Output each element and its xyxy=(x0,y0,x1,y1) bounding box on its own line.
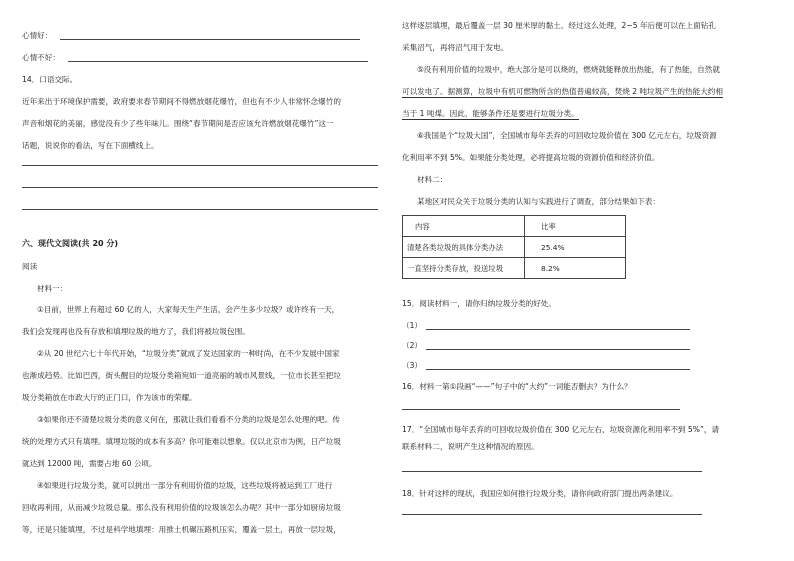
paragraph-line: 等，还是只能填埋，不过是科学地填埋：用推土机碾压路机压实，覆盖一层土，再放一层垃圾， xyxy=(22,525,341,534)
paragraph-line: 统的处理方式只有填埋。填埋垃圾的成本有多高？你可能难以想象。仅以北京市为例，日产垃圾 xyxy=(22,437,341,446)
q14-answer-line[interactable] xyxy=(22,187,378,188)
paragraph-line: ④如果进行垃圾分类，就可以挑出一部分有利用价值的垃圾，这些垃圾将被运到工厂进行 xyxy=(37,481,333,490)
right-column xyxy=(402,0,772,561)
read-label: 阅读 xyxy=(22,262,38,271)
paragraph-line: 化利用率不到 5%。如果能分类处理，必将提高垃圾的资源价值和经济价值。 xyxy=(402,153,660,162)
paragraph-line: ⑥我国是个“垃圾大国”，全国城市每年丢弃的可回收垃圾价值在 300 亿元左右，垃圾资源 xyxy=(417,131,717,140)
table-header-row xyxy=(403,216,626,237)
mood-good-answer-line[interactable] xyxy=(60,39,360,40)
q15-item-label: （2） xyxy=(402,341,423,350)
q15-answer-line[interactable] xyxy=(426,349,690,350)
paragraph-line: 回收再利用，从而减少垃圾总量。那么没有利用价值的垃圾该怎么办呢？其中一部分如厨房垃圾 xyxy=(22,503,341,512)
material-2-intro: 某地区对民众关于垃圾分类的认知与实践进行了调查，部分结果如下表： xyxy=(417,197,660,206)
q15-answer-line[interactable] xyxy=(426,329,690,330)
q18-question: 18．针对这样的现状，我国应如何推行垃圾分类，请你向政府部门提出两条建议。 xyxy=(402,489,678,498)
q15-item-label: （3） xyxy=(402,361,423,370)
q14-text-line: 话题，说说你的看法，写在下面横线上。 xyxy=(22,141,159,150)
paragraph-line: 我们会发现再也没有存放和填埋垃圾的地方了，我们将被垃圾包围。 xyxy=(22,327,250,336)
q16-answer-line[interactable] xyxy=(402,409,680,410)
paragraph-line: ⑤没有利用价值的垃圾中，绝大部分是可以烧的，燃烧就能释放出热能，有了热能，自然就 xyxy=(417,65,720,74)
mood-bad-label: 心情不好： xyxy=(22,53,60,62)
section-6-title: 六、现代文阅读(共 20 分) xyxy=(22,239,119,248)
paragraph-line: 圾分类箱放在市政大厅的正门口，作为该市的荣耀。 xyxy=(22,393,197,402)
table-row xyxy=(403,258,626,279)
table-cell: 一直坚持分类存放，投送垃圾 xyxy=(403,258,525,279)
underlined-sentence: 可以发电了。据测算，垃圾中有机可燃物所含的热值普遍较高，焚烧 2 吨垃圾产生的热能大约相 xyxy=(402,87,723,96)
q15-question: 15．阅读材料一，请你归纳垃圾分类的好处。 xyxy=(402,299,556,308)
q17-question: 联系材料二，说明产生这种情况的原因。 xyxy=(402,442,539,451)
table-header-cell: 比率 xyxy=(525,216,626,237)
q14-answer-line[interactable] xyxy=(22,209,378,210)
paragraph-line: ③如果你还不清楚垃圾分类的意义何在，那就让我们看看不分类的垃圾是怎么处理的吧。传 xyxy=(37,415,340,424)
table-header-cell: 内容 xyxy=(403,216,525,237)
q16-question: 16．材料一第①段画“——”句子中的“大约”一词能否删去？为什么？ xyxy=(402,382,632,391)
q14-text-line: 声音和烟花的美丽，感觉没有少了些年味儿。围绕“春节期间是否应该允许燃放烟花爆竹”这一 xyxy=(22,119,334,128)
paragraph-line: ①目前，世界上有超过 60 亿的人，大家每天生产生活，会产生多少垃圾？或许终有一天， xyxy=(37,305,340,314)
table-row xyxy=(403,237,626,258)
left-column xyxy=(22,0,378,561)
paragraph-line: 采集沼气，再将沼气用于发电。 xyxy=(402,43,509,52)
table-cell: 清楚各类垃圾的具体分类办法 xyxy=(403,237,525,258)
q15-answer-line[interactable] xyxy=(426,369,690,370)
q14-answer-line[interactable] xyxy=(22,165,378,166)
paragraph-line: 就达到 12000 吨，需要占地 60 公顷。 xyxy=(22,459,157,468)
paragraph-line: 也渐成趋势。比如巴西，街头醒目的垃圾分类箱宛如一道亮丽的城市风景线，一位市长甚至把垃 xyxy=(22,371,341,380)
mood-bad-answer-line[interactable] xyxy=(68,61,368,62)
paragraph-line: ②从 20 世纪六七十年代开始，“垃圾分类”就成了发达国家的一种时尚，在不少发展中国家 xyxy=(37,349,340,358)
mood-good-label: 心情好： xyxy=(22,31,53,40)
material-1-label: 材料一： xyxy=(37,284,68,293)
survey-table xyxy=(402,215,626,279)
underlined-sentence: 当于 1 吨煤。因此，能够条件还是要进行垃圾分类。 xyxy=(402,109,579,118)
table-cell: 8.2% xyxy=(525,258,626,279)
q14-text-line: 近年来出于环境保护需要，政府要求春节期间不得燃放烟花爆竹，但也有不少人非常怀念爆竹的 xyxy=(22,97,341,106)
q14-heading: 14．口语交际。 xyxy=(22,75,78,84)
paragraph-line: 这样逐层填埋，最后覆盖一层 30 厘米厚的黏土。经过这么处理，2~5 年后便可以在上面钻孔 xyxy=(402,21,716,30)
q17-question: 17．“全国城市每年丢弃的可回收垃圾价值在 300 亿元左右，垃圾资源化利用率不到 5%”，请 xyxy=(402,425,720,434)
q15-item-label: （1） xyxy=(402,321,423,330)
material-2-label: 材料二： xyxy=(417,175,448,184)
q17-answer-line[interactable] xyxy=(402,471,702,472)
table-cell: 25.4% xyxy=(525,237,626,258)
q18-answer-line[interactable] xyxy=(402,514,702,515)
